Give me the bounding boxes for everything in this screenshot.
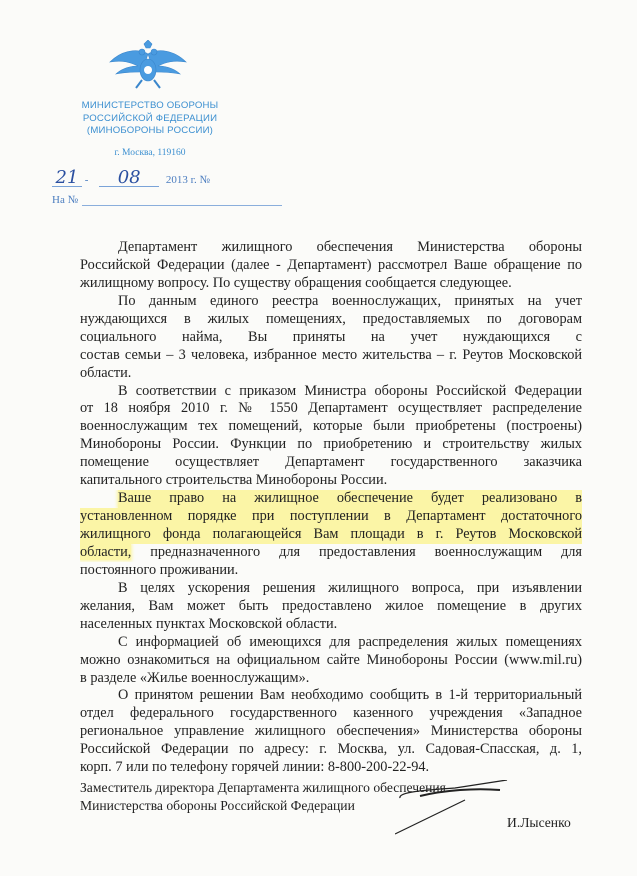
line-text: Минобороны России. Функции по приобретению и строительству жилых xyxy=(80,436,582,453)
paragraph-2-line xyxy=(80,311,582,329)
paragraph-3-line xyxy=(80,472,582,490)
line-text: Российской Федерации по адресу: г. Москва, ул. Садовая-Спасская, д. 1, xyxy=(80,741,582,758)
paragraph-7-line xyxy=(80,705,582,723)
letter-body xyxy=(80,239,582,777)
org-line: (МИНОБОРОНЫ РОССИИ) xyxy=(86,125,214,136)
paragraph-7-line xyxy=(80,723,582,741)
city-address: г. Москва, 119160 xyxy=(114,148,186,158)
paragraph-1-line xyxy=(80,257,582,275)
paragraph-1-line xyxy=(80,275,582,293)
paragraph-2-line xyxy=(80,329,582,347)
line-text: По данным единого реестра военнослужащих, принятых на учет xyxy=(118,292,582,309)
line-text: корп. 7 или по телефону горячей линии: 8-800-200-22-94. xyxy=(80,759,430,776)
org-line: МИНИСТЕРСТВО ОБОРОНЫ xyxy=(81,100,219,111)
org-line: РОССИЙСКОЙ ФЕДЕРАЦИИ xyxy=(82,112,218,124)
line-text: области, предназначенного для предоставления военнослужащим для xyxy=(80,543,582,560)
line-text: В соответствии с приказом Министра обороны Российской Федерации xyxy=(118,382,582,399)
ref-underline xyxy=(82,195,282,206)
date-year: 2013 xyxy=(165,174,188,186)
date-line: 21 - 08 2013 г. № xyxy=(52,170,210,187)
paragraph-5-line xyxy=(80,616,582,634)
date-suffix: г. № xyxy=(190,174,210,186)
line-text: нуждающихся в жилых помещениях, предоставляемых по договорам xyxy=(80,310,582,327)
line-text: В целях ускорения решения жилищного вопроса, при изъявлении xyxy=(118,579,582,596)
position-line: Министерства обороны Российской Федерации xyxy=(80,797,355,813)
paragraph-5-line xyxy=(80,598,582,616)
date-day: 21 xyxy=(52,170,82,187)
line-text: отдел федерального государственного казенного учреждения «Западное xyxy=(80,705,582,722)
paragraph-3-line xyxy=(80,418,582,436)
double-headed-eagle-emblem-icon xyxy=(108,40,188,90)
paragraph-7-line xyxy=(80,741,582,759)
paragraph-3-line xyxy=(80,436,582,454)
paragraph-6-line xyxy=(80,634,582,652)
position-line: Заместитель директора Департамента жилищного обеспечения xyxy=(80,780,446,795)
paragraph-4-line xyxy=(80,562,582,580)
paragraph-7-line xyxy=(80,759,582,777)
line-text: населенных пунктах Московской области. xyxy=(80,615,338,632)
line-text: помещение осуществляет Департамент государственного заказчика xyxy=(80,454,582,471)
paragraph-3-line xyxy=(80,400,582,418)
line-text: Российской Федерации (далее - Департамент) рассмотрел Ваше обращение по xyxy=(80,256,582,273)
line-text: С информацией об имеющихся для распределения жилых помещениях xyxy=(118,633,582,650)
handwritten-signature xyxy=(395,780,515,840)
highlighted-text: области, xyxy=(80,543,132,560)
paragraph-2-line xyxy=(80,365,582,383)
line-text: желания, Вам может быть предоставлено жилое помещение в других xyxy=(80,597,582,614)
line-text: от 18 ноября 2010 г. № 1550 Департамент осуществляет распределение xyxy=(80,400,582,417)
line-text: постоянного проживании. xyxy=(80,561,239,578)
signatory-position xyxy=(80,779,446,814)
paragraph-4-line xyxy=(80,508,582,526)
signatory-name: И.Лысенко xyxy=(507,815,571,830)
paragraph-5-line xyxy=(80,580,582,598)
paragraph-1-line xyxy=(80,239,582,257)
line-text: капитального строительства Минобороны России. xyxy=(80,472,388,489)
paragraph-3-line xyxy=(80,454,582,472)
paragraph-2-line xyxy=(80,347,582,365)
line-text: области. xyxy=(80,364,132,381)
line-text: жилищного фонда полагающейся Вам площади в г. Реутов Московской xyxy=(80,526,582,542)
reference-line xyxy=(52,194,282,206)
paragraph-2-line xyxy=(80,293,582,311)
line-text: О принятом решении Вам необходимо сообщить в 1-й территориальный xyxy=(118,687,582,704)
paragraph-4-line xyxy=(80,544,582,562)
paragraph-4-line xyxy=(80,526,582,544)
paragraph-3-line xyxy=(80,383,582,401)
line-text: в разделе «Жилье военнослужащим». xyxy=(80,669,310,686)
ministry-name xyxy=(80,100,220,138)
line-text: Ваше право на жилищное обеспечение будет реализовано в xyxy=(118,490,582,507)
line-text: установленном порядке при поступлении в Департамент достаточного xyxy=(80,508,582,525)
line-text: состав семьи – 3 человека, избранное место жительства – г. Реутов Московской xyxy=(80,346,582,363)
paragraph-7-line xyxy=(80,687,582,705)
line-text: Департамент жилищного обеспечения Министерства обороны xyxy=(118,239,582,255)
paragraph-4-line xyxy=(80,490,582,508)
line-text: можно ознакомиться на официальном сайте Минобороны России (www.mil.ru) xyxy=(80,651,582,668)
line-text: социального найма, Вы приняты на учет нуждающихся с xyxy=(80,328,582,345)
line-text: военнослужащим тех помещений, которые были приобретены (построены) xyxy=(80,418,582,435)
line-text: региональное управление жилищного обеспечения» Министерства обороны xyxy=(80,723,582,740)
line-text: жилищному вопросу. По существу обращения сообщается следующее. xyxy=(80,274,512,291)
paragraph-6-line xyxy=(80,670,582,688)
paragraph-6-line xyxy=(80,652,582,670)
date-month: 08 xyxy=(99,170,159,187)
ref-label: На № xyxy=(52,194,79,206)
